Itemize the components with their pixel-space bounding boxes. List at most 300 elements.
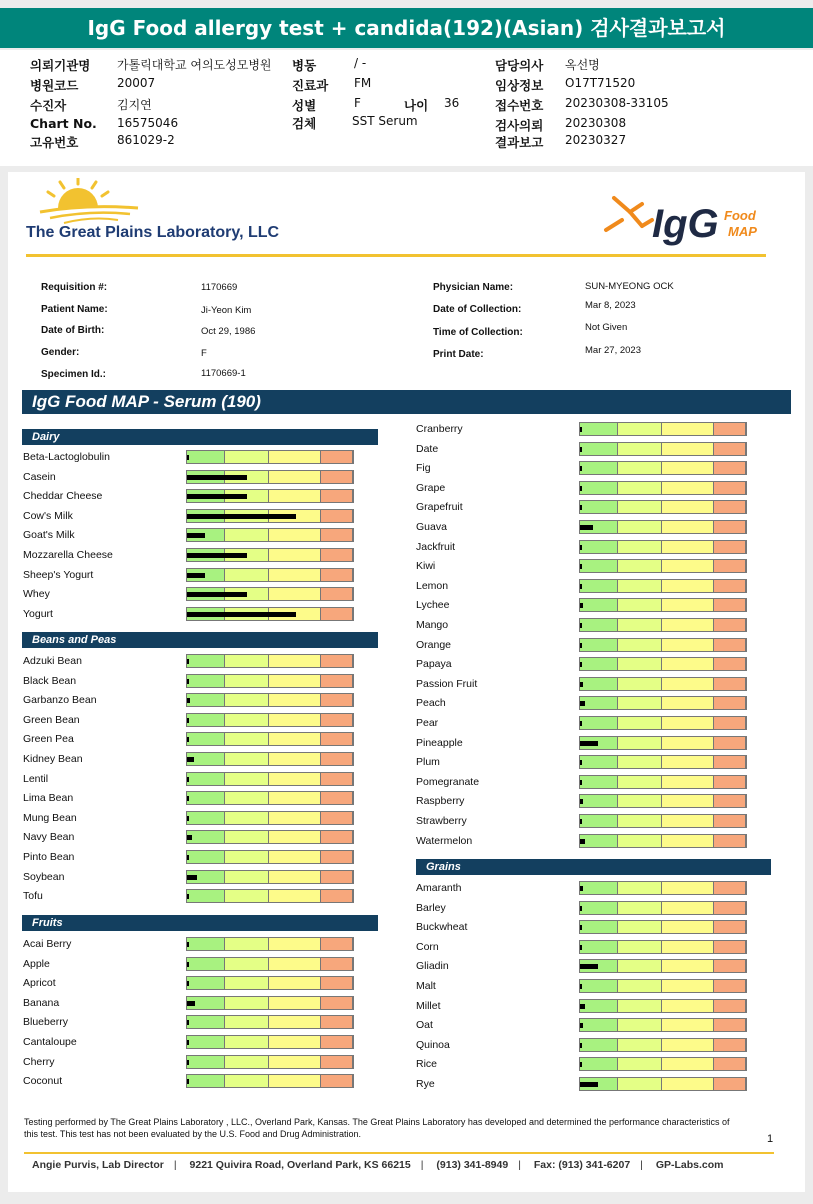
food-gauge-black-bean bbox=[186, 674, 354, 688]
gauge-zone-4 bbox=[714, 902, 746, 914]
gauge-zone-3 bbox=[662, 717, 714, 729]
category-beans-and-peas: Beans and Peas bbox=[22, 632, 378, 648]
food-label-grape: Grape bbox=[416, 482, 446, 494]
food-gauge-papaya bbox=[579, 657, 747, 671]
food-label-guava: Guava bbox=[416, 521, 447, 533]
food-level-bar bbox=[580, 799, 583, 804]
food-level-bar bbox=[187, 1001, 195, 1006]
food-level-bar bbox=[580, 780, 582, 785]
lab-director: Angie Purvis, Lab Director bbox=[32, 1159, 164, 1171]
lab-website[interactable]: GP-Labs.com bbox=[655, 1159, 724, 1171]
gauge-zone-2 bbox=[618, 1019, 662, 1031]
food-gauge-cantaloupe bbox=[186, 1035, 354, 1049]
food-gauge-whey bbox=[186, 587, 354, 601]
gauge-zone-4 bbox=[321, 569, 353, 581]
gauge-zone-3 bbox=[662, 941, 714, 953]
food-level-bar bbox=[580, 760, 582, 765]
food-gauge-jackfruit bbox=[579, 540, 747, 554]
gauge-zone-2 bbox=[618, 737, 662, 749]
food-gauge-cow-s-milk bbox=[186, 509, 354, 523]
gauge-zone-2 bbox=[618, 776, 662, 788]
food-level-bar bbox=[187, 573, 205, 578]
gauge-zone-2 bbox=[618, 462, 662, 474]
food-level-bar bbox=[187, 835, 192, 840]
food-gauge-buckwheat bbox=[579, 920, 747, 934]
food-label-green-bean: Green Bean bbox=[23, 714, 80, 726]
gauge-zone-2 bbox=[618, 619, 662, 631]
gauge-zone-1 bbox=[580, 423, 618, 435]
gauge-zone-3 bbox=[662, 580, 714, 592]
gauge-zone-4 bbox=[714, 619, 746, 631]
gauge-zone-2 bbox=[618, 482, 662, 494]
specimen-id-label: Specimen Id.: bbox=[41, 369, 107, 380]
gauge-zone-3 bbox=[269, 588, 321, 600]
gauge-zone-4 bbox=[714, 1039, 746, 1051]
food-label-black-bean: Black Bean bbox=[23, 675, 77, 687]
gauge-zone-4 bbox=[321, 1075, 353, 1087]
food-gauge-navy-bean bbox=[186, 830, 354, 844]
gauge-zone-1 bbox=[187, 733, 225, 745]
gauge-zone-4 bbox=[714, 882, 746, 894]
food-level-bar bbox=[187, 553, 247, 558]
gauge-zone-2 bbox=[618, 560, 662, 572]
gauge-zone-1 bbox=[580, 902, 618, 914]
food-label-yogurt: Yogurt bbox=[23, 608, 53, 620]
food-level-bar bbox=[187, 855, 189, 860]
collection-date-value: Mar 8, 2023 bbox=[585, 300, 636, 311]
gauge-zone-4 bbox=[321, 977, 353, 989]
gauge-zone-1 bbox=[580, 980, 618, 992]
food-gauge-acai-berry bbox=[186, 937, 354, 951]
gauge-zone-2 bbox=[225, 753, 269, 765]
food-gauge-mozzarella-cheese bbox=[186, 548, 354, 562]
lab-phone: (913) 341-8949 bbox=[436, 1159, 509, 1171]
gauge-zone-4 bbox=[321, 851, 353, 863]
gauge-zone-1 bbox=[580, 697, 618, 709]
gauge-zone-2 bbox=[618, 902, 662, 914]
igg-logo-map: MAP bbox=[728, 224, 757, 239]
food-label-sheep-s-yogurt: Sheep's Yogurt bbox=[23, 569, 94, 581]
gauge-zone-1 bbox=[187, 694, 225, 706]
food-level-bar bbox=[187, 514, 296, 519]
ward-value: / - bbox=[354, 56, 367, 70]
food-level-bar bbox=[580, 447, 582, 452]
print-date-value: Mar 27, 2023 bbox=[585, 345, 641, 356]
clinical-label: 임상정보 bbox=[495, 78, 544, 93]
gauge-zone-1 bbox=[580, 815, 618, 827]
gauge-zone-1 bbox=[580, 1039, 618, 1051]
gauge-zone-1 bbox=[580, 462, 618, 474]
gauge-zone-2 bbox=[618, 658, 662, 670]
gauge-zone-4 bbox=[321, 675, 353, 687]
disclaimer: Testing performed by The Great Plains Laboratory , LLC., Overland Park, Kansas. The Great Plains Laboratory has developed and determined the performance characteristics of this test. This test has not been evaluated by the U.S. Food and Drug Administration. bbox=[24, 1117, 730, 1139]
food-gauge-pinto-bean bbox=[186, 850, 354, 864]
gauge-zone-4 bbox=[714, 501, 746, 513]
food-level-bar bbox=[580, 839, 585, 844]
food-level-bar bbox=[187, 796, 189, 801]
food-gauge-pomegranate bbox=[579, 775, 747, 789]
gauge-zone-1 bbox=[187, 890, 225, 902]
food-gauge-beta-lactoglobulin bbox=[186, 450, 354, 464]
food-level-bar bbox=[187, 737, 189, 742]
gauge-zone-4 bbox=[714, 835, 746, 847]
food-level-bar bbox=[187, 1020, 189, 1025]
clinical-value: O17T71520 bbox=[565, 76, 636, 90]
food-gauge-green-bean bbox=[186, 713, 354, 727]
gauge-zone-3 bbox=[269, 1036, 321, 1048]
food-label-beta-lactoglobulin: Beta-Lactoglobulin bbox=[23, 451, 110, 463]
gauge-zone-3 bbox=[662, 1039, 714, 1051]
food-level-bar bbox=[580, 1004, 585, 1009]
food-gauge-oat bbox=[579, 1018, 747, 1032]
collection-date-label: Date of Collection: bbox=[433, 304, 522, 315]
gauge-zone-3 bbox=[269, 977, 321, 989]
gauge-zone-3 bbox=[662, 619, 714, 631]
gauge-zone-4 bbox=[714, 737, 746, 749]
gauge-zone-1 bbox=[187, 958, 225, 970]
gauge-zone-1 bbox=[187, 831, 225, 843]
gauge-zone-3 bbox=[269, 871, 321, 883]
gauge-zone-1 bbox=[580, 941, 618, 953]
food-gauge-mung-bean bbox=[186, 811, 354, 825]
food-label-quinoa: Quinoa bbox=[416, 1039, 450, 1051]
food-label-goat-s-milk: Goat's Milk bbox=[23, 529, 75, 541]
lab-footer: Angie Purvis, Lab Director | 9221 Quivira Road, Overland Park, KS 66215 | (913) 341-8949 | Fax: (913) 341-6207 | GP-Labs.com bbox=[32, 1159, 724, 1171]
food-level-bar bbox=[580, 906, 582, 911]
food-label-garbanzo-bean: Garbanzo Bean bbox=[23, 694, 97, 706]
category-dairy: Dairy bbox=[22, 429, 378, 445]
institution-label: 의뢰기관명 bbox=[30, 58, 91, 73]
food-level-bar bbox=[580, 984, 582, 989]
gauge-zone-1 bbox=[187, 773, 225, 785]
food-level-bar bbox=[580, 964, 598, 969]
food-level-bar bbox=[187, 894, 189, 899]
food-level-bar bbox=[187, 816, 189, 821]
food-level-bar bbox=[187, 475, 247, 480]
food-gauge-gliadin bbox=[579, 959, 747, 973]
food-level-bar bbox=[580, 643, 582, 648]
chart-no-value: 16575046 bbox=[117, 116, 179, 130]
gauge-zone-3 bbox=[662, 1058, 714, 1070]
gauge-zone-3 bbox=[662, 521, 714, 533]
food-level-bar bbox=[580, 603, 583, 608]
report-title-banner: IgG Food allergy test + candida(192)(Asian) 검사결과보고서 bbox=[0, 8, 813, 48]
gauge-zone-2 bbox=[618, 639, 662, 651]
gauge-zone-2 bbox=[225, 1056, 269, 1068]
food-gauge-grapefruit bbox=[579, 500, 747, 514]
gauge-zone-3 bbox=[662, 462, 714, 474]
requisition-value: 1170669 bbox=[201, 282, 238, 293]
igg-logo-food: Food bbox=[724, 208, 756, 223]
gauge-zone-3 bbox=[269, 851, 321, 863]
gender-value: F bbox=[201, 348, 207, 359]
collection-time-label: Time of Collection: bbox=[433, 327, 523, 338]
igg-logo-text: IgG bbox=[652, 202, 719, 246]
food-level-bar bbox=[187, 1079, 189, 1084]
food-gauge-cherry bbox=[186, 1055, 354, 1069]
food-gauge-banana bbox=[186, 996, 354, 1010]
food-gauge-quinoa bbox=[579, 1038, 747, 1052]
gauge-zone-1 bbox=[580, 882, 618, 894]
gauge-zone-4 bbox=[714, 1019, 746, 1031]
gauge-zone-2 bbox=[618, 1000, 662, 1012]
specimen-id-value: 1170669-1 bbox=[201, 368, 246, 379]
department-label: 진료과 bbox=[292, 78, 329, 93]
gauge-zone-3 bbox=[269, 451, 321, 463]
gauge-zone-4 bbox=[321, 753, 353, 765]
gauge-zone-3 bbox=[269, 733, 321, 745]
gauge-zone-3 bbox=[269, 792, 321, 804]
gauge-zone-2 bbox=[225, 1016, 269, 1028]
unique-no-label: 고유번호 bbox=[30, 135, 79, 150]
request-value: 20230308 bbox=[565, 116, 627, 130]
food-level-bar bbox=[187, 942, 189, 947]
food-level-bar bbox=[187, 777, 189, 782]
gauge-zone-2 bbox=[618, 678, 662, 690]
lab-address: 9221 Quivira Road, Overland Park, KS 66215 bbox=[189, 1159, 411, 1171]
gauge-zone-4 bbox=[321, 471, 353, 483]
gauge-zone-4 bbox=[321, 608, 353, 620]
food-label-mung-bean: Mung Bean bbox=[23, 812, 77, 824]
gauge-zone-1 bbox=[187, 714, 225, 726]
food-gauge-coconut bbox=[186, 1074, 354, 1088]
food-level-bar bbox=[580, 505, 582, 510]
food-gauge-strawberry bbox=[579, 814, 747, 828]
food-gauge-soybean bbox=[186, 870, 354, 884]
food-gauge-orange bbox=[579, 638, 747, 652]
food-gauge-corn bbox=[579, 940, 747, 954]
food-level-bar bbox=[580, 545, 582, 550]
gauge-zone-2 bbox=[618, 717, 662, 729]
food-level-bar bbox=[187, 718, 189, 723]
unique-no-value: 861029-2 bbox=[117, 133, 175, 147]
gauge-zone-2 bbox=[618, 541, 662, 553]
food-level-bar bbox=[187, 455, 189, 460]
gauge-zone-2 bbox=[225, 958, 269, 970]
food-label-green-pea: Green Pea bbox=[23, 733, 74, 745]
gauge-zone-1 bbox=[187, 451, 225, 463]
food-gauge-fig bbox=[579, 461, 747, 475]
gauge-zone-3 bbox=[662, 1078, 714, 1090]
gauge-zone-4 bbox=[321, 451, 353, 463]
gauge-zone-1 bbox=[187, 1036, 225, 1048]
gauge-zone-4 bbox=[321, 831, 353, 843]
gauge-zone-1 bbox=[580, 1000, 618, 1012]
food-gauge-green-pea bbox=[186, 732, 354, 746]
age-value: 36 bbox=[444, 96, 460, 110]
gauge-zone-4 bbox=[321, 694, 353, 706]
gauge-zone-3 bbox=[662, 697, 714, 709]
gauge-zone-1 bbox=[187, 1056, 225, 1068]
food-gauge-plum bbox=[579, 755, 747, 769]
food-gauge-pear bbox=[579, 716, 747, 730]
gauge-zone-4 bbox=[714, 717, 746, 729]
food-gauge-rice bbox=[579, 1057, 747, 1071]
gauge-zone-4 bbox=[321, 529, 353, 541]
hospital-code-label: 병원코드 bbox=[30, 78, 79, 93]
gauge-zone-4 bbox=[714, 697, 746, 709]
gauge-zone-2 bbox=[225, 977, 269, 989]
age-label: 나이 bbox=[404, 98, 429, 113]
gauge-zone-2 bbox=[618, 1039, 662, 1051]
gauge-zone-3 bbox=[269, 890, 321, 902]
gauge-zone-4 bbox=[714, 580, 746, 592]
gauge-zone-1 bbox=[187, 655, 225, 667]
food-label-amaranth: Amaranth bbox=[416, 882, 462, 894]
gauge-zone-2 bbox=[225, 529, 269, 541]
requisition-label: Requisition #: bbox=[41, 282, 108, 293]
food-label-soybean: Soybean bbox=[23, 871, 65, 883]
gauge-zone-3 bbox=[662, 423, 714, 435]
gauge-zone-3 bbox=[662, 795, 714, 807]
gauge-zone-2 bbox=[225, 871, 269, 883]
food-level-bar bbox=[580, 427, 582, 432]
gauge-zone-3 bbox=[662, 960, 714, 972]
gauge-zone-2 bbox=[225, 890, 269, 902]
gauge-zone-3 bbox=[269, 471, 321, 483]
food-gauge-cranberry bbox=[579, 422, 747, 436]
gauge-zone-1 bbox=[580, 482, 618, 494]
doctor-value: 옥선명 bbox=[565, 58, 600, 72]
gauge-zone-1 bbox=[580, 1019, 618, 1031]
gauge-zone-4 bbox=[714, 678, 746, 690]
gauge-zone-2 bbox=[618, 423, 662, 435]
food-label-watermelon: Watermelon bbox=[416, 835, 473, 847]
gauge-zone-4 bbox=[714, 482, 746, 494]
sex-label: 성별 bbox=[292, 98, 317, 113]
gauge-zone-1 bbox=[187, 1016, 225, 1028]
gauge-zone-2 bbox=[225, 694, 269, 706]
food-label-kidney-bean: Kidney Bean bbox=[23, 753, 83, 765]
page-number: 1 bbox=[767, 1133, 774, 1145]
food-gauge-kidney-bean bbox=[186, 752, 354, 766]
gauge-zone-3 bbox=[662, 443, 714, 455]
gauge-zone-4 bbox=[714, 980, 746, 992]
food-label-strawberry: Strawberry bbox=[416, 815, 467, 827]
gauge-zone-1 bbox=[580, 756, 618, 768]
gauge-zone-3 bbox=[662, 541, 714, 553]
food-level-bar bbox=[580, 623, 582, 628]
food-label-adzuki-bean: Adzuki Bean bbox=[23, 655, 82, 667]
gauge-zone-4 bbox=[714, 1058, 746, 1070]
department-value: FM bbox=[354, 76, 372, 90]
gauge-zone-1 bbox=[580, 658, 618, 670]
food-gauge-date bbox=[579, 442, 747, 456]
food-gauge-peach bbox=[579, 696, 747, 710]
gauge-zone-4 bbox=[714, 423, 746, 435]
food-label-cheddar-cheese: Cheddar Cheese bbox=[23, 490, 103, 502]
food-gauge-yogurt bbox=[186, 607, 354, 621]
food-label-cranberry: Cranberry bbox=[416, 423, 463, 435]
food-gauge-mango bbox=[579, 618, 747, 632]
food-gauge-lentil bbox=[186, 772, 354, 786]
gauge-zone-3 bbox=[662, 599, 714, 611]
food-gauge-raspberry bbox=[579, 794, 747, 808]
gauge-zone-2 bbox=[618, 941, 662, 953]
food-label-plum: Plum bbox=[416, 756, 440, 768]
gauge-zone-3 bbox=[269, 569, 321, 581]
food-label-lentil: Lentil bbox=[23, 773, 49, 785]
gauge-zone-4 bbox=[321, 997, 353, 1009]
gauge-zone-1 bbox=[580, 599, 618, 611]
food-gauge-goat-s-milk bbox=[186, 528, 354, 542]
gauge-zone-1 bbox=[580, 541, 618, 553]
gauge-zone-4 bbox=[321, 938, 353, 950]
gauge-zone-2 bbox=[225, 997, 269, 1009]
food-label-navy-bean: Navy Bean bbox=[23, 831, 75, 843]
gauge-zone-3 bbox=[269, 812, 321, 824]
food-gauge-adzuki-bean bbox=[186, 654, 354, 668]
food-gauge-amaranth bbox=[579, 881, 747, 895]
food-level-bar bbox=[580, 525, 593, 530]
gauge-zone-4 bbox=[714, 639, 746, 651]
food-label-jackfruit: Jackfruit bbox=[416, 541, 456, 553]
food-label-millet: Millet bbox=[416, 1000, 441, 1012]
gauge-zone-4 bbox=[714, 960, 746, 972]
gauge-zone-1 bbox=[187, 812, 225, 824]
food-level-bar bbox=[187, 698, 190, 703]
gauge-zone-1 bbox=[187, 938, 225, 950]
gauge-zone-4 bbox=[714, 776, 746, 788]
gauge-zone-3 bbox=[269, 1075, 321, 1087]
hospital-code-value: 20007 bbox=[117, 76, 156, 90]
dob-label: Date of Birth: bbox=[41, 325, 105, 336]
gauge-zone-2 bbox=[225, 938, 269, 950]
food-gauge-watermelon bbox=[579, 834, 747, 848]
food-level-bar bbox=[187, 962, 189, 967]
gauge-zone-4 bbox=[321, 733, 353, 745]
category-grains: Grains bbox=[416, 859, 771, 875]
gauge-zone-3 bbox=[269, 997, 321, 1009]
gauge-zone-1 bbox=[580, 717, 618, 729]
food-level-bar bbox=[187, 875, 197, 880]
gauge-zone-1 bbox=[187, 792, 225, 804]
gauge-zone-3 bbox=[269, 694, 321, 706]
gauge-zone-1 bbox=[580, 501, 618, 513]
food-label-pinto-bean: Pinto Bean bbox=[23, 851, 75, 863]
gauge-zone-3 bbox=[662, 482, 714, 494]
gauge-zone-2 bbox=[618, 815, 662, 827]
gauge-zone-4 bbox=[321, 1036, 353, 1048]
food-gauge-lemon bbox=[579, 579, 747, 593]
sunrise-logo-icon bbox=[26, 178, 146, 224]
gauge-zone-3 bbox=[269, 938, 321, 950]
food-level-bar bbox=[580, 662, 582, 667]
food-level-bar bbox=[580, 584, 582, 589]
gauge-zone-4 bbox=[714, 560, 746, 572]
gauge-zone-4 bbox=[321, 1056, 353, 1068]
lab-name: The Great Plains Laboratory, LLC bbox=[26, 224, 280, 241]
food-level-bar bbox=[580, 682, 583, 687]
lab-fax: Fax: (913) 341-6207 bbox=[533, 1159, 631, 1171]
dob-value: Oct 29, 1986 bbox=[201, 326, 256, 337]
food-gauge-blueberry bbox=[186, 1015, 354, 1029]
receipt-value: 20230308-33105 bbox=[565, 96, 669, 110]
gauge-zone-4 bbox=[714, 599, 746, 611]
gauge-zone-4 bbox=[321, 871, 353, 883]
food-label-blueberry: Blueberry bbox=[23, 1016, 68, 1028]
food-gauge-apricot bbox=[186, 976, 354, 990]
gauge-zone-1 bbox=[580, 619, 618, 631]
food-level-bar bbox=[187, 1040, 189, 1045]
food-level-bar bbox=[187, 981, 189, 986]
gauge-zone-2 bbox=[225, 851, 269, 863]
gauge-zone-3 bbox=[662, 737, 714, 749]
food-gauge-malt bbox=[579, 979, 747, 993]
food-gauge-casein bbox=[186, 470, 354, 484]
food-label-rice: Rice bbox=[416, 1058, 438, 1070]
print-date-label: Print Date: bbox=[433, 349, 484, 360]
